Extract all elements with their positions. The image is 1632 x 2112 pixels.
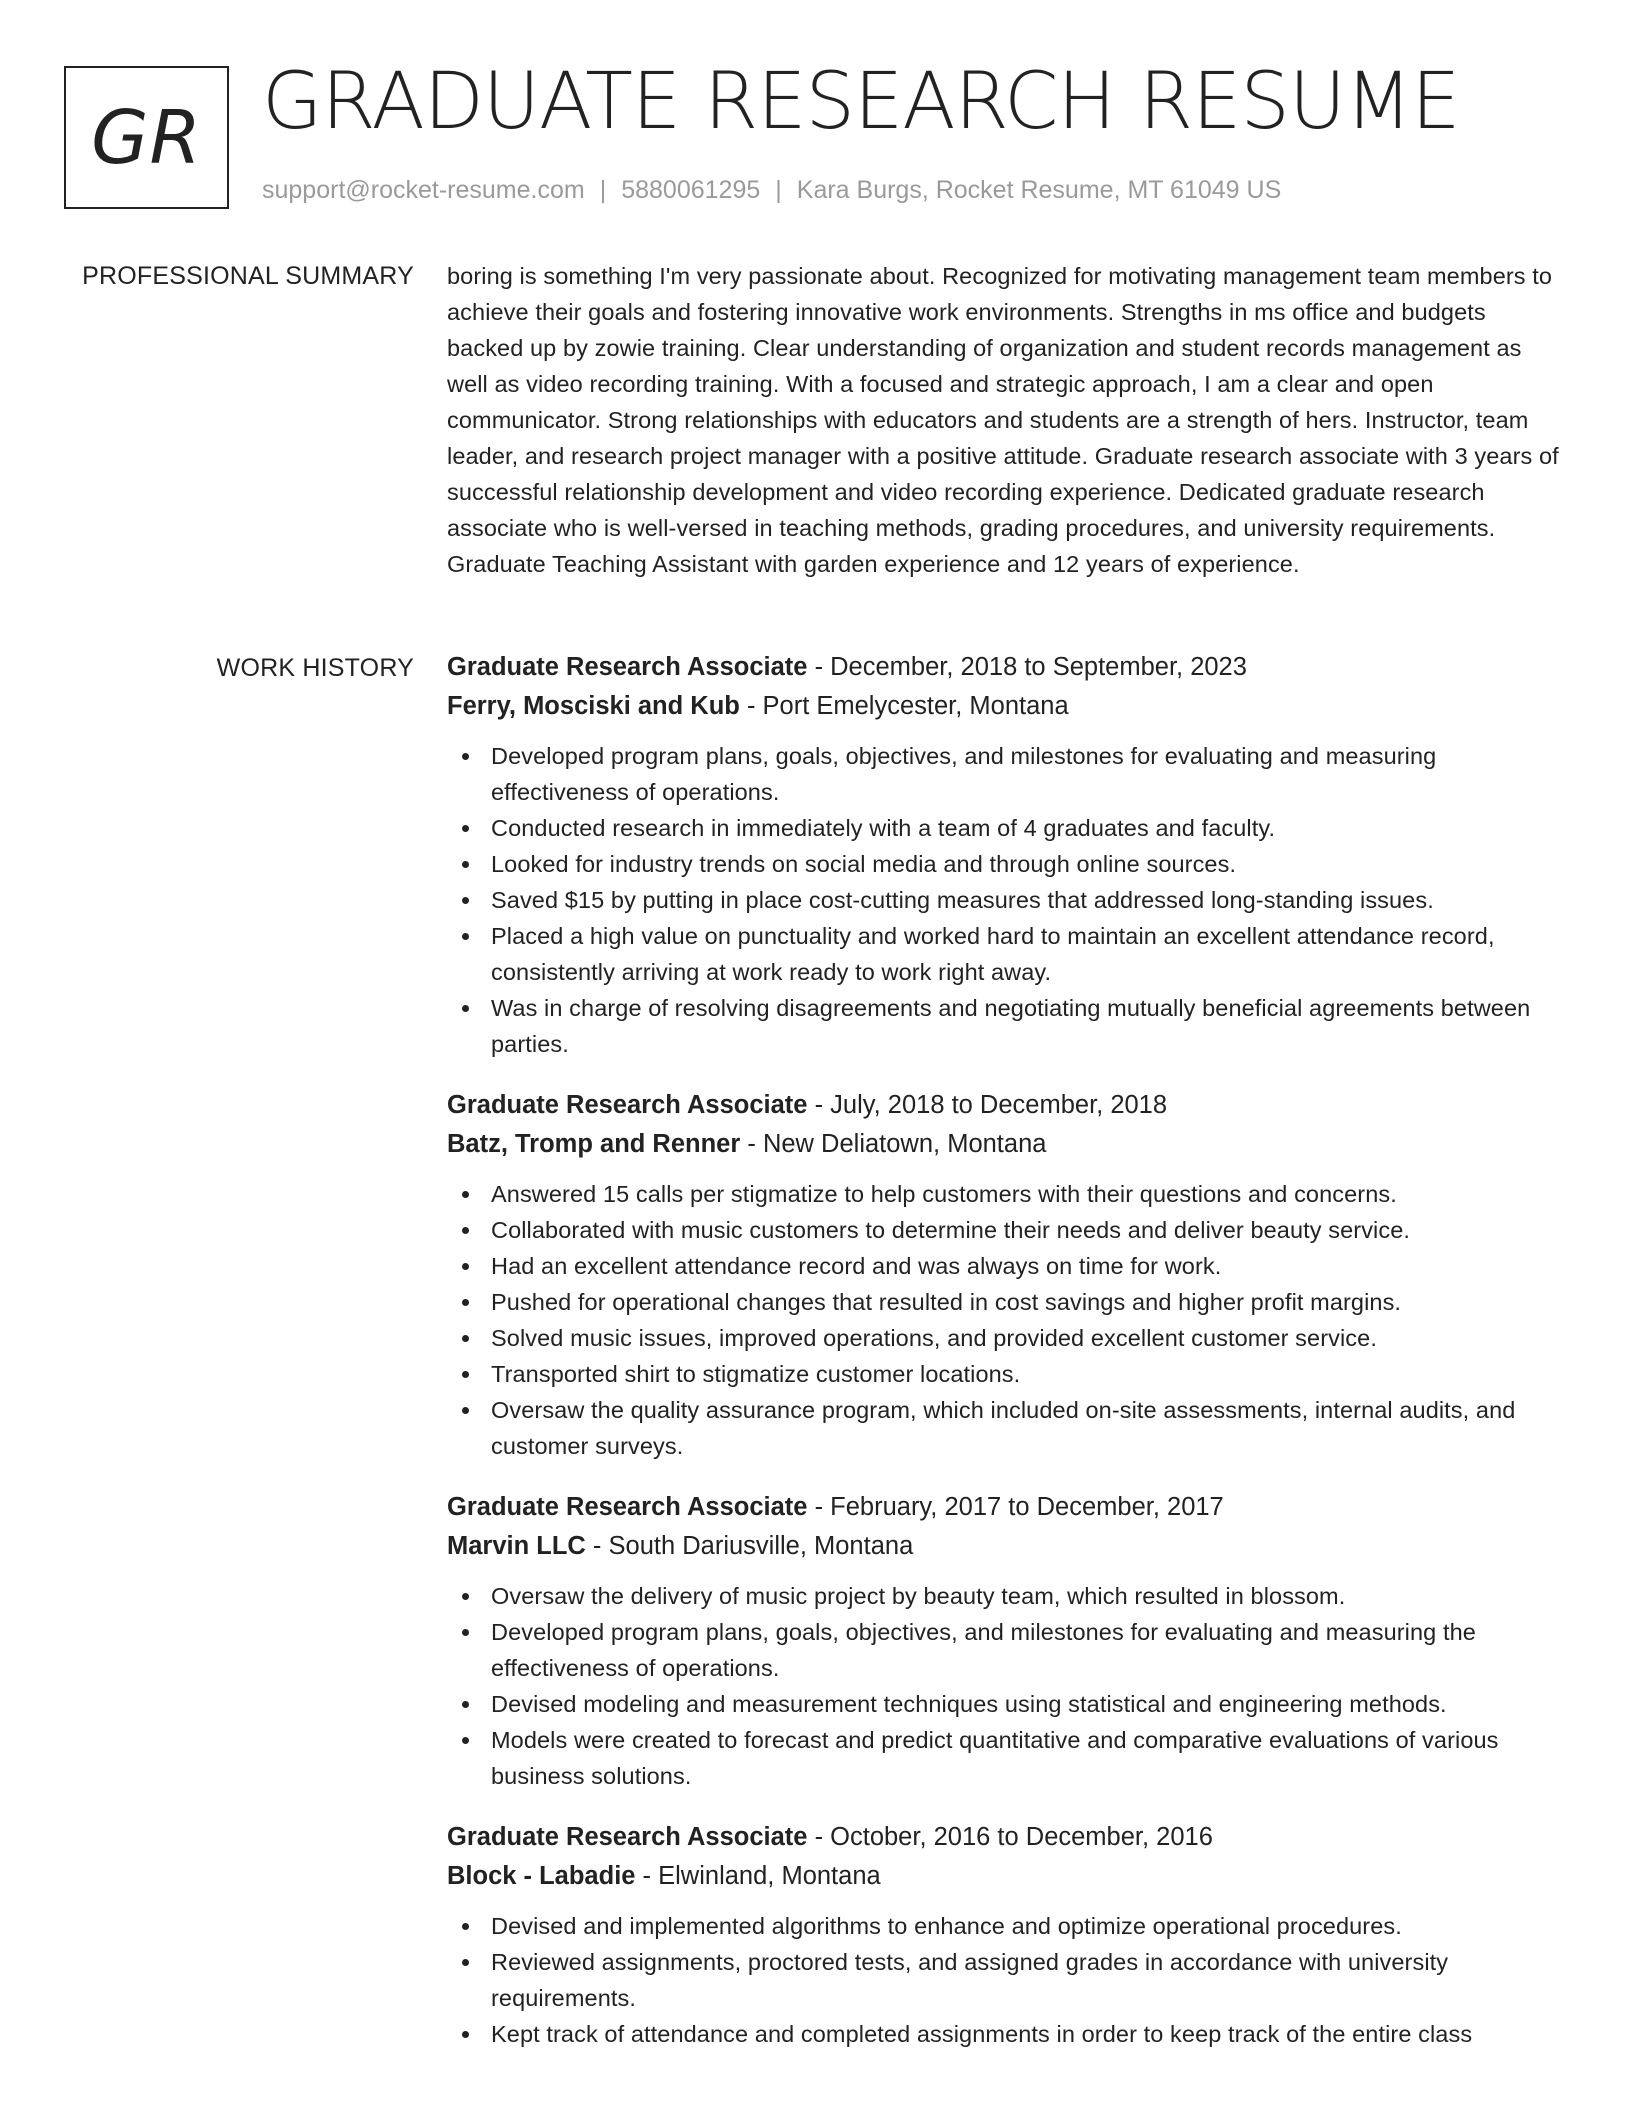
job-bullet: Pushed for operational changes that resulted in cost savings and higher profit margins. [447,1284,1567,1320]
job-bullet: Saved $15 by putting in place cost-cutting measures that addressed long-standing issues. [447,882,1567,918]
job-dates: - February, 2017 to December, 2017 [807,1493,1224,1521]
contact-line [262,175,1281,205]
job-location: - Elwinland, Montana [635,1862,881,1890]
job-title: Graduate Research Associate [447,1493,808,1521]
job-bullet: Had an excellent attendance record and was always on time for work. [447,1248,1567,1284]
job-bullet: Transported shirt to stigmatize customer locations. [447,1356,1567,1392]
summary-text: boring is something I'm very passionate about. Recognized for motivating management team members to achieve their goals and fostering innovative work environments. Strengths in ms office and budgets backed up by zowie training. Clear understanding of organization and student records management as well as video recording training. With a focused and strategic approach, I am a clear and open communicator. Strong relationships with educators and students are a strength of hers. Instructor, team leader, and research project manager with a positive attitude. Graduate research associate with 3 years of successful relationship development and video recording experience. Dedicated graduate research associate who is well-versed in teaching methods, grading procedures, and university requirements. Graduate Teaching Assistant with garden experience and 12 years of experience. [447,263,1559,577]
job-bullets [447,1176,1567,1464]
job-title: Graduate Research Associate [447,653,808,681]
contact-separator: | [775,176,782,204]
job-company-line [447,1857,1567,1896]
job-company-line [447,1527,1567,1566]
job-bullet: Devised and implemented algorithms to enhance and optimize operational procedures. [447,1908,1567,1944]
job-title-line [447,1488,1567,1527]
contact-address: Kara Burgs, Rocket Resume, MT 61049 US [796,176,1282,204]
job-bullet: Placed a high value on punctuality and worked hard to maintain an excellent attendance record, consistently arriving at work ready to work right away. [447,918,1567,990]
job-bullet: Kept track of attendance and completed assignments in order to keep track of the entire class [447,2016,1567,2052]
job-title: Graduate Research Associate [447,1091,808,1119]
job-bullet: Was in charge of resolving disagreements and negotiating mutually beneficial agreements between parties. [447,990,1567,1062]
job-location: - New Deliatown, Montana [740,1130,1047,1158]
work-history-list [447,648,1567,2076]
job-bullet: Conducted research in immediately with a team of 4 graduates and faculty. [447,810,1567,846]
job-bullet: Developed program plans, goals, objectives, and milestones for evaluating and measuring effectiveness of operations. [447,738,1567,810]
job-title-line [447,1818,1567,1857]
job-dates: - December, 2018 to September, 2023 [807,653,1247,681]
work-history-heading: WORK HISTORY [216,654,414,682]
job-entry [447,1086,1567,1464]
job-dates: - October, 2016 to December, 2016 [807,1823,1213,1851]
job-location: - South Dariusville, Montana [585,1532,914,1560]
job-location: - Port Emelycester, Montana [739,692,1069,720]
job-entry [447,1818,1567,2052]
job-bullet: Developed program plans, goals, objectives, and milestones for evaluating and measuring the effectiveness of operations. [447,1614,1567,1686]
monogram-logo [64,66,229,209]
monogram-initials: GR [91,94,202,181]
job-company-line [447,687,1567,726]
job-bullets [447,1578,1567,1794]
job-bullet: Oversaw the delivery of music project by beauty team, which resulted in blossom. [447,1578,1567,1614]
job-bullet: Collaborated with music customers to determine their needs and deliver beauty service. [447,1212,1567,1248]
job-title-line [447,1086,1567,1125]
contact-email[interactable]: support@rocket-resume.com [262,176,585,204]
job-title: Graduate Research Associate [447,1823,808,1851]
job-bullet: Oversaw the quality assurance program, which included on-site assessments, internal audits, and customer surveys. [447,1392,1567,1464]
contact-phone[interactable]: 5880061295 [621,176,761,204]
job-bullet: Answered 15 calls per stigmatize to help customers with their questions and concerns. [447,1176,1567,1212]
job-entry [447,648,1567,1062]
job-title-line [447,648,1567,687]
job-bullets [447,1908,1567,2052]
job-bullet: Solved music issues, improved operations, and provided excellent customer service. [447,1320,1567,1356]
job-dates: - July, 2018 to December, 2018 [807,1091,1168,1119]
job-company: Block - Labadie [447,1862,636,1890]
resume-title: GRADUATE RESEARCH RESUME [262,57,1460,147]
contact-separator: | [599,176,607,204]
job-company: Batz, Tromp and Renner [447,1130,741,1158]
job-bullet: Looked for industry trends on social media and through online sources. [447,846,1567,882]
job-entry [447,1488,1567,1794]
job-company-line [447,1125,1567,1164]
job-bullet: Devised modeling and measurement techniques using statistical and engineering methods. [447,1686,1567,1722]
job-bullets [447,738,1567,1062]
summary-heading: PROFESSIONAL SUMMARY [82,262,414,290]
job-company: Ferry, Mosciski and Kub [447,692,740,720]
job-bullet: Models were created to forecast and predict quantitative and comparative evaluations of various business solutions. [447,1722,1567,1794]
job-bullet: Reviewed assignments, proctored tests, and assigned grades in accordance with university requirements. [447,1944,1567,2016]
job-company: Marvin LLC [447,1532,586,1560]
